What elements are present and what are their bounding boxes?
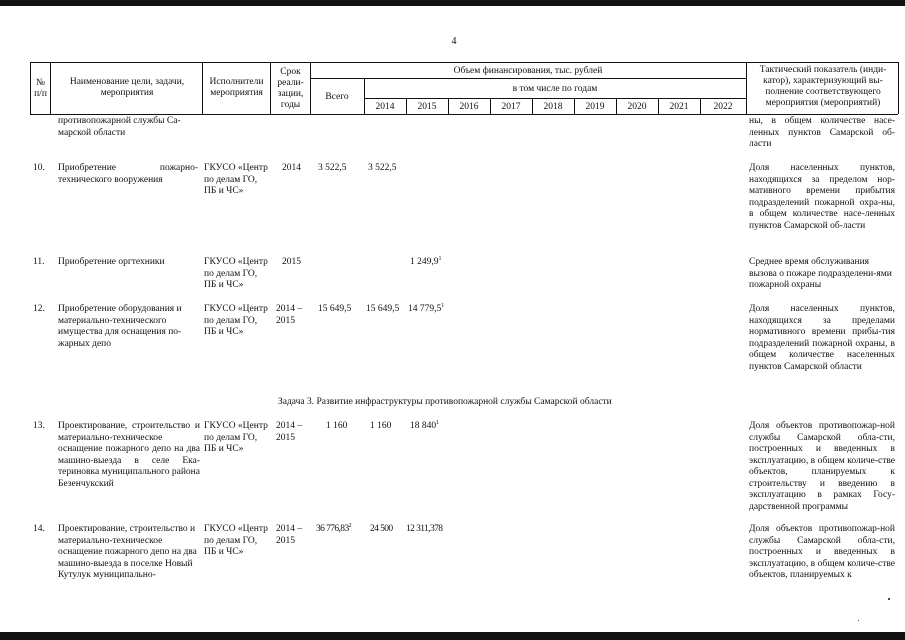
row-13-num: 13. — [33, 421, 45, 431]
row-13-indicator: Доля объектов противопожар-ной службы Самарской обла-сти, построенных и введенных в эксплуатацию, в общем количе-стве объектов, планируемых к строительству и введению в эксплуатацию в рамках Госу-дарственной программы — [749, 421, 895, 512]
scan-speck — [888, 598, 890, 600]
row-14-2015: 12 311,378 — [406, 524, 443, 534]
row-12-name: Приобретение оборудования и материально-технического имущества для оснащения по-жарных депо — [58, 304, 182, 349]
col-divider — [50, 62, 51, 114]
row-10-2014: 3 522,5 — [368, 163, 397, 173]
year-2021: 2021 — [669, 102, 689, 112]
row-10-executor: ГКУСО «Центр по делам ГО, ПБ и ЧС» — [204, 163, 268, 196]
col-divider — [746, 62, 747, 114]
year-2014: 2014 — [375, 102, 395, 112]
row-11-indicator: Среднее время обслуживания вызова о пожаре подразделени-ями пожарной охраны — [749, 257, 892, 290]
row-11-term: 2015 — [282, 257, 301, 267]
row-14-name: Проектирование, строительство и материально-техническое оснащение пожарного депо на два машино-выезда в поселке Новый Кутулук муниципально- — [58, 524, 197, 580]
year-2015: 2015 — [417, 102, 437, 112]
row-14-executor: ГКУСО «Центр по делам ГО, ПБ и ЧС» — [204, 524, 268, 557]
header-num: № п/п — [34, 78, 47, 99]
continuation-indicator: ны, в общем количестве насе-ленных пунктов Самарской об-ласти — [749, 116, 895, 149]
year-2017: 2017 — [501, 102, 521, 112]
row-14-num: 14. — [33, 524, 45, 534]
row-10-total: 3 522,5 — [318, 163, 347, 173]
row-11-name: Приобретение оргтехники — [58, 257, 165, 267]
row-13-term: 2014 – 2015 — [276, 421, 303, 443]
scan-speck — [858, 620, 859, 621]
row-14-total: 36 776,83$^2$ — [316, 522, 352, 534]
header-bottom-line — [30, 114, 898, 115]
table-right-border — [898, 62, 899, 114]
row-12-term: 2014 – 2015 — [276, 304, 303, 326]
funding-header-line — [310, 78, 746, 79]
row-12-total: 15 649,5 — [318, 304, 352, 314]
year-2016: 2016 — [459, 102, 479, 112]
bottom-border — [0, 632, 905, 640]
row-13-executor: ГКУСО «Центр по делам ГО, ПБ и ЧС» — [204, 421, 268, 454]
row-12-2015: 14 779,5$^1$ — [408, 302, 445, 314]
task-3-title: Задача 3. Развитие инфраструктуры противопожарной службы Самарской области — [278, 397, 612, 407]
row-11-executor: ГКУСО «Центр по делам ГО, ПБ и ЧС» — [204, 257, 268, 290]
top-border — [0, 0, 905, 6]
year-2020: 2020 — [627, 102, 647, 112]
row-13-2015: 18 $840^1$ — [410, 419, 440, 431]
row-12-2014: 15 649,5 — [366, 304, 400, 314]
row-12-num: 12. — [33, 304, 45, 314]
row-12-executor: ГКУСО «Центр по делам ГО, ПБ и ЧС» — [204, 304, 268, 337]
header-total: Всего — [325, 92, 349, 102]
header-name: Наименование цели, задачи, мероприятия — [69, 77, 185, 98]
row-10-name: Приобретение пожарно-технического вооружения — [58, 163, 198, 185]
row-14-2014: 24 500 — [370, 524, 393, 534]
row-13-2014: 1 160 — [370, 421, 392, 431]
header-by-years: в том числе по годам — [512, 84, 598, 94]
page-number: 4 — [451, 36, 457, 47]
row-11-num: 11. — [33, 257, 45, 267]
row-13-name: Проектирование, строительство и материально-техническое оснащение пожарного депо на два машино-выезда в селе Ека-териновка муниципального района Безенчукский — [58, 421, 200, 489]
header-indicator: Тактический показатель (инди-катор), характеризующий вы-полнение соответствующего мероприятия (мероприятий) — [759, 65, 887, 108]
row-14-indicator: Доля объектов противопожар-ной службы Самарской обла-сти, построенных и введенных в эксплуатацию, в общем количе-стве объектов, планируемых к — [749, 524, 895, 580]
row-14-term: 2014 – 2015 — [276, 524, 303, 546]
row-10-indicator: Доля населенных пунктов, находящихся за пределом нор-мативного времени прибытия подразделений пожарной охра-ны, в общем количестве насе-ленных пунктов Самарской об-ласти — [749, 163, 895, 231]
year-2019: 2019 — [585, 102, 605, 112]
row-10-term: 2014 — [282, 163, 301, 173]
row-10-num: 10. — [33, 163, 45, 173]
header-funding: Объем финансирования, тыс. рублей — [453, 66, 603, 76]
row-12-indicator: Доля населенных пунктов, находящихся за пределами нормативного времени прибы-тия подразделений пожарной охраны, в общем количестве населенных пунктов Самарской области — [749, 304, 895, 372]
by-years-line — [364, 98, 746, 99]
header-term: Срок реали-зации, годы — [277, 67, 304, 110]
year-2022: 2022 — [713, 102, 733, 112]
table-top-line — [30, 62, 898, 63]
year-2018: 2018 — [543, 102, 563, 112]
row-13-total: 1 160 — [326, 421, 348, 431]
continuation-name: противопожарной службы Са-марской области — [58, 116, 181, 138]
header-executors: Исполнители мероприятия — [209, 77, 264, 98]
row-11-2015: 1 249,9$^1$ — [410, 255, 442, 267]
